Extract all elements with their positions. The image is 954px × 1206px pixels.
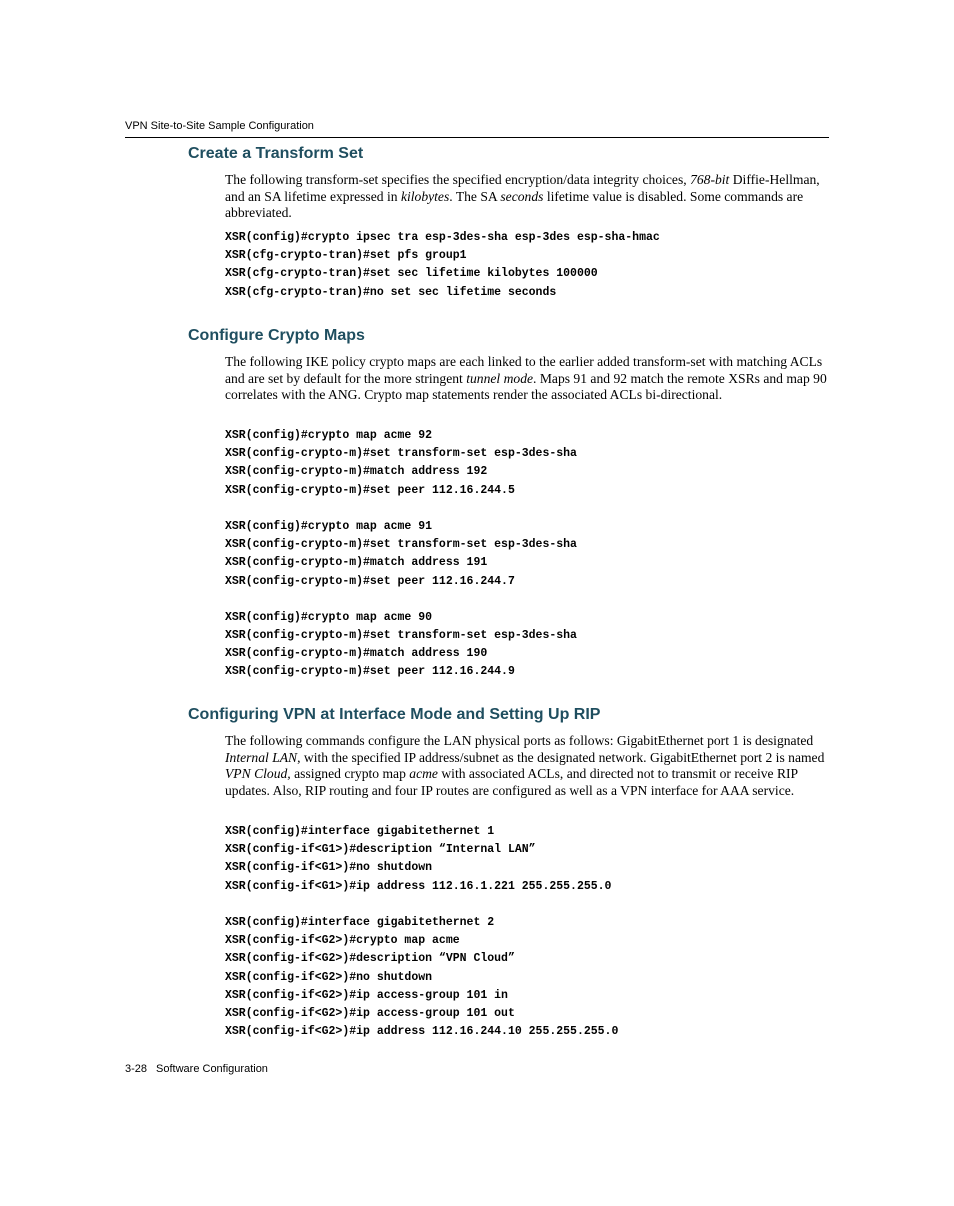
code-line [225,896,618,914]
paragraph-run: The following transform-set specifies the specified encryption/data integrity choices, [225,172,691,187]
paragraph-run: The following IKE policy crypto maps are each linked to the earlier added transform-set with matching ACLs and are set by default for the more stringent [225,354,823,386]
paragraph-run: lifetime value is disabled. Some commands are abbreviated. [225,188,804,220]
section-heading-transform-set: Create a Transform Set [188,145,364,162]
code-line: XSR(config)#crypto ipsec tra esp-3des-sha esp-3des esp-sha-hmac [225,231,660,244]
code-block-interface-mode [225,823,618,1041]
footer-section-title: Software Configuration [156,1063,268,1075]
code-block-transform-set [225,229,660,302]
code-line: XSR(config-if<G2>)#ip address 112.16.244.10 255.255.255.0 [225,1025,619,1039]
code-line: XSR(config-if<G1>)#ip address 112.16.1.221 255.255.255.0 [225,879,612,893]
paragraph-run: with associated ACLs, and directed not to transmit or receive RIP updates. Also, RIP routing and four IP routes are configured as well as a VPN interface for AAA service. [225,766,798,798]
running-header: VPN Site-to-Site Sample Configuration [125,120,314,132]
paragraph-run: acme [409,766,438,781]
section-heading-crypto-maps: Configure Crypto Maps [188,327,365,344]
code-line: XSR(cfg-crypto-tran)#no set sec lifetime seconds [225,285,557,299]
section-paragraph-interface-mode [225,733,829,799]
paragraph-run: 768-bit [690,172,730,187]
code-line: XSR(config-crypto-m)#match address 190 [225,647,488,661]
code-line: XSR(config-if<G2>)#crypto map acme [225,934,460,948]
code-line: XSR(config-crypto-m)#set peer 112.16.244.9 [225,665,515,679]
code-block-crypto-maps [225,427,577,682]
paragraph-run: seconds [500,188,544,204]
code-line: XSR(config-crypto-m)#match address 192 [225,465,488,479]
code-line: XSR(config)#interface gigabitethernet 2 [225,915,495,929]
paragraph-run: . The SA [449,188,501,204]
code-line: XSR(config-crypto-m)#set peer 112.16.244.5 [225,483,515,497]
paragraph-run: VPN Cloud, [225,766,291,781]
code-line: XSR(config-if<G1>)#description “Internal LAN” [225,843,536,857]
code-line: XSR(config-crypto-m)#set transform-set esp-3des-sha [225,629,577,643]
code-line: XSR(config-if<G1>)#no shutdown [225,861,433,875]
code-line [225,591,577,609]
section-heading-interface-mode: Configuring VPN at Interface Mode and Setting Up RIP [188,706,601,723]
code-line: XSR(config-crypto-m)#set transform-set esp-3des-sha [225,447,577,461]
code-line: XSR(config-crypto-m)#set peer 112.16.244.7 [225,574,515,588]
paragraph-run: Internal LAN [225,749,298,765]
code-line: XSR(cfg-crypto-tran)#set sec lifetime kilobytes 100000 [225,267,598,281]
paragraph-run: kilobytes [400,188,450,204]
paragraph-run: The following commands configure the LAN physical ports as follows: GigabitEthernet port 1 is designated [225,733,814,748]
code-line: XSR(config-crypto-m)#match address 191 [225,556,488,570]
code-line: XSR(config-if<G2>)#ip access-group 101 in [225,988,508,1002]
code-line: XSR(config-if<G2>)#ip access-group 101 out [225,1006,515,1020]
paragraph-run: Diffie-Hellman, and an SA lifetime expressed in [225,172,820,204]
code-line: XSR(config)#crypto map acme 91 [225,519,433,533]
paragraph-run: tunnel mode [466,370,534,386]
section-paragraph-crypto-maps [225,354,829,404]
code-line: XSR(config)#crypto map acme 92 [225,429,433,442]
paragraph-run: , with the specified IP address/subnet as the designated network. GigabitEthernet port 2 is named [297,749,825,765]
header-rule [125,137,829,138]
code-line: XSR(config)#interface gigabitethernet 1 [225,825,495,838]
paragraph-run: . Maps 91 and 92 match the remote XSRs and map 90 correlates with the ANG. Crypto map statements render the associated ACLs bi-directional. [225,370,827,402]
code-line: XSR(config-if<G2>)#description “VPN Cloud” [225,952,515,966]
paragraph-run: assigned crypto map [290,766,410,781]
code-line: XSR(cfg-crypto-tran)#set pfs group1 [225,249,467,263]
page-number: 3-28 [125,1063,148,1075]
page-footer [125,1063,268,1075]
code-line [225,500,577,518]
code-line: XSR(config)#crypto map acme 90 [225,610,433,624]
code-line: XSR(config-crypto-m)#set transform-set esp-3des-sha [225,538,577,552]
section-paragraph-transform-set [225,172,829,222]
code-line: XSR(config-if<G2>)#no shutdown [225,970,433,984]
